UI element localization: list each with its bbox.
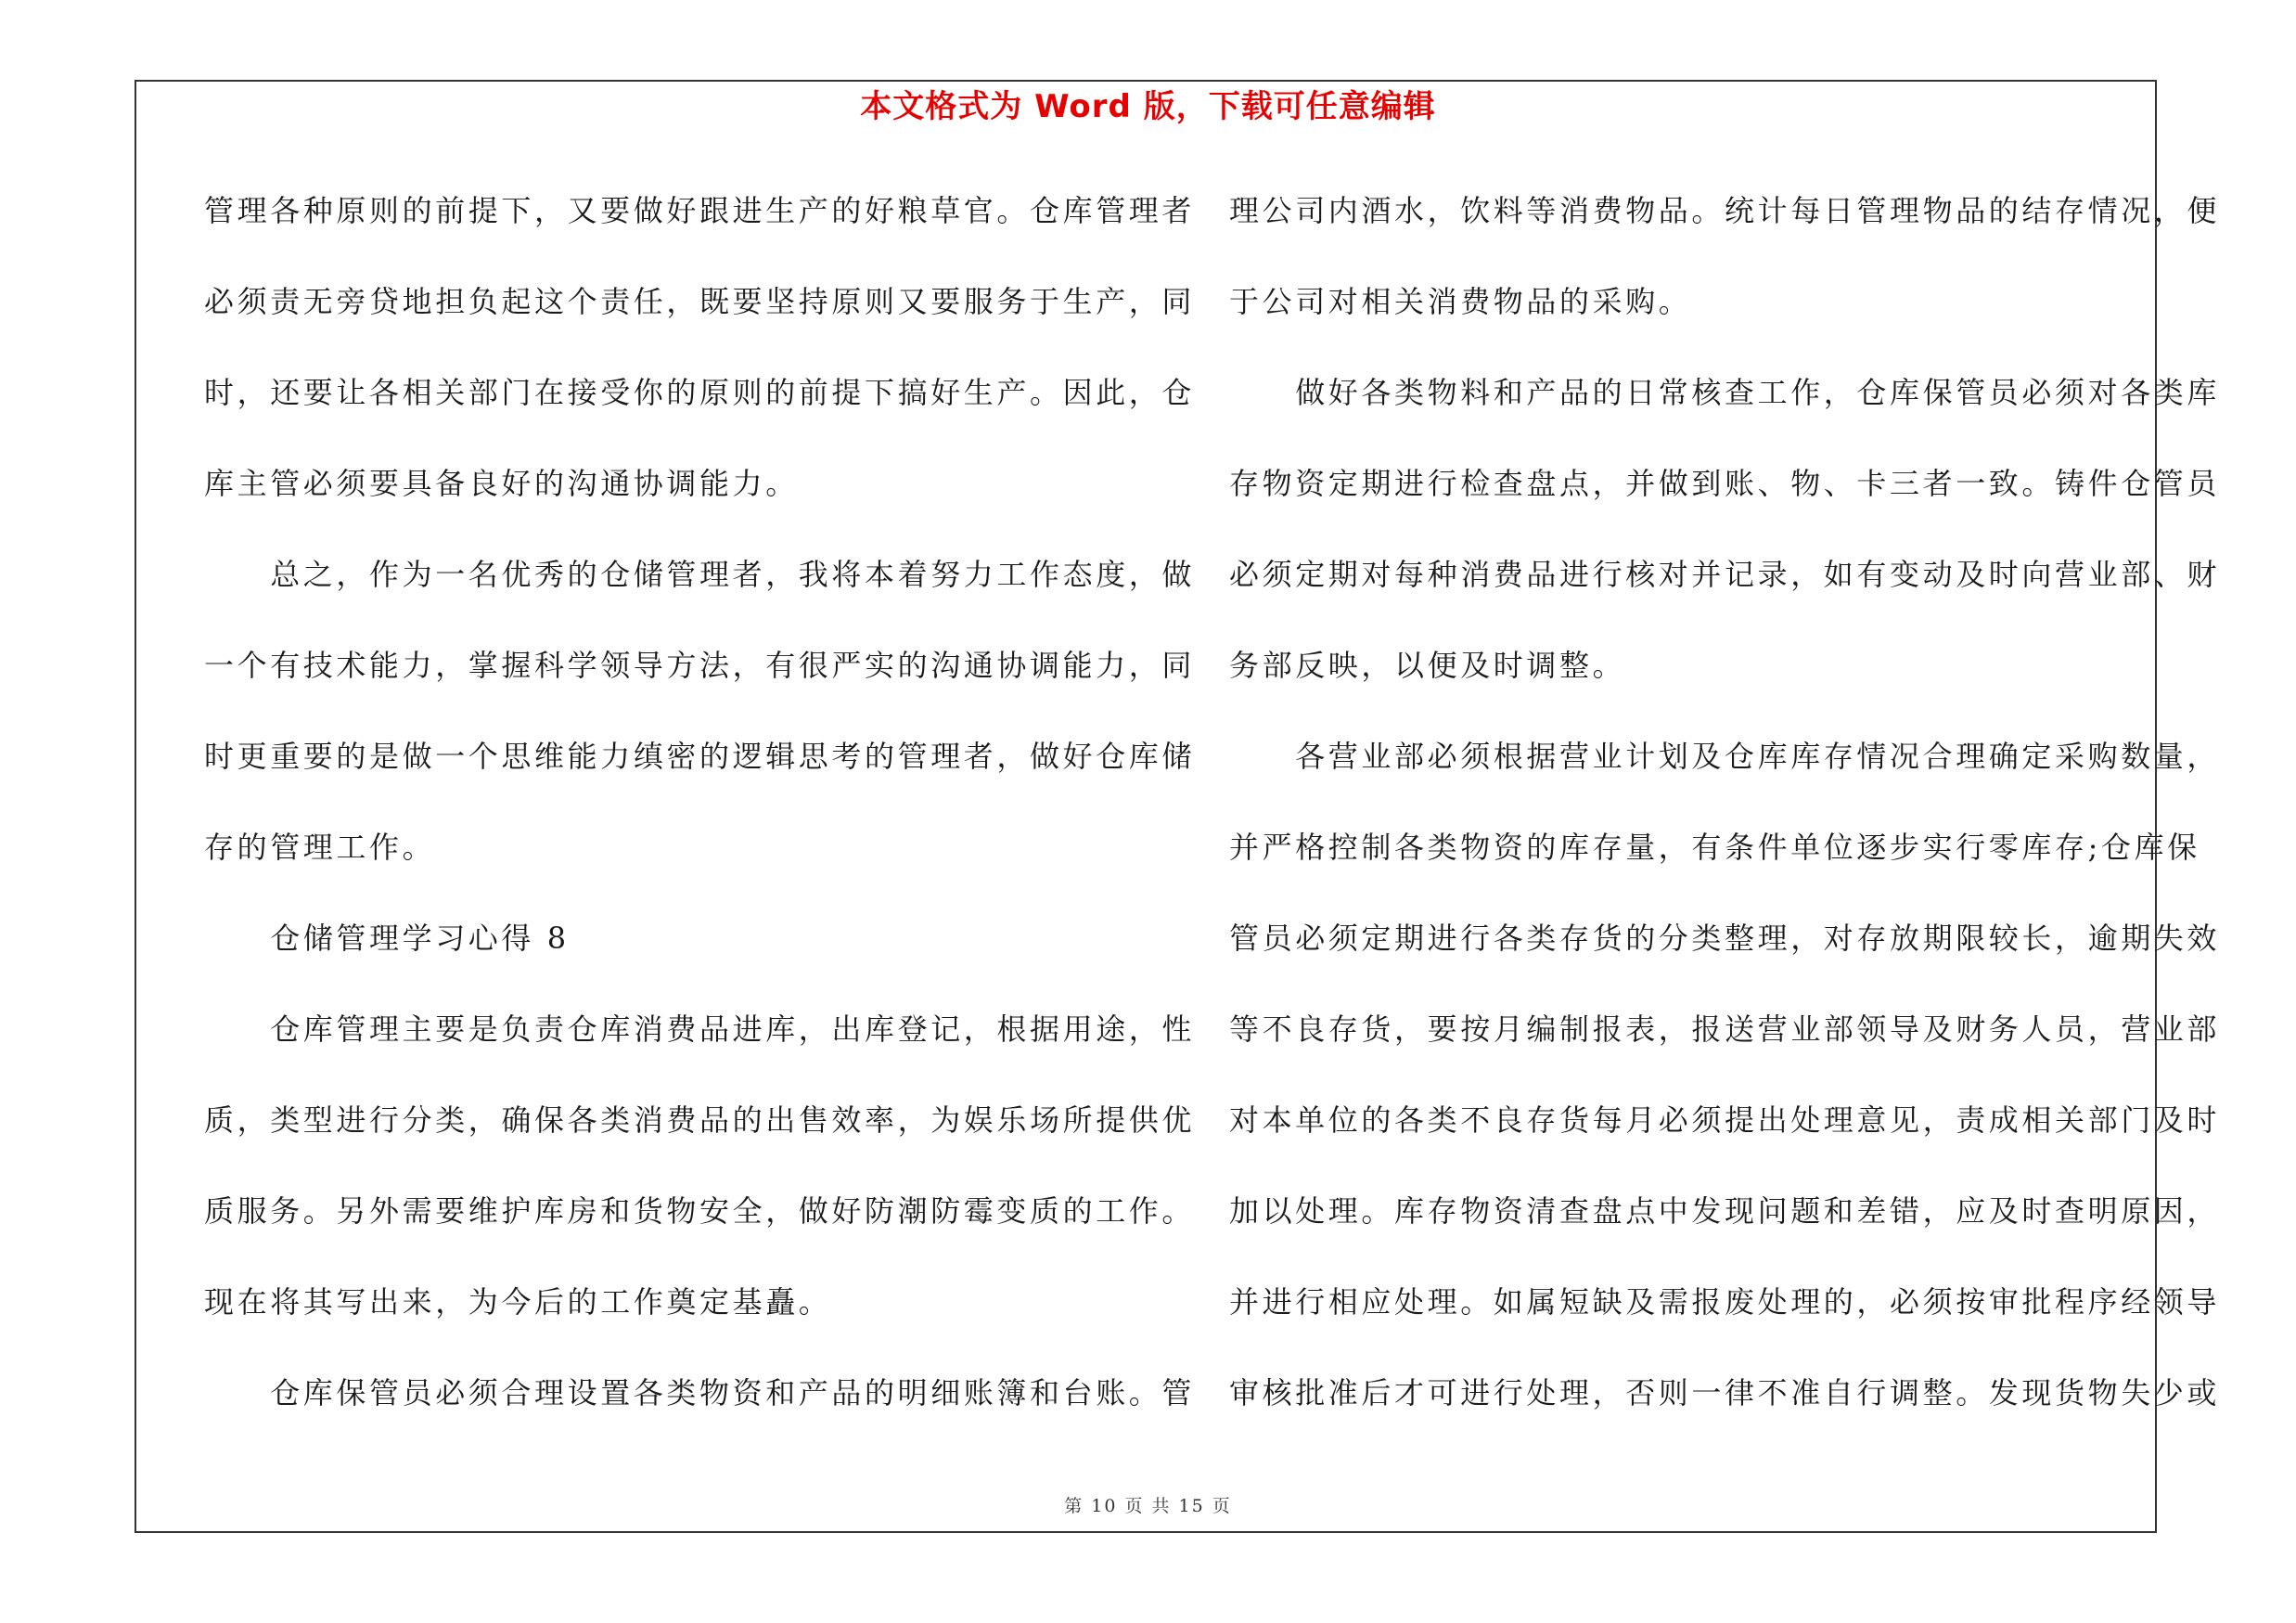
text-line: 时更重要的是做一个思维能力缜密的逻辑思考的管理者，做好仓库储 (204, 739, 1196, 774)
text-line: 仓库保管员必须合理设置各类物资和产品的明细账簿和台账。管 (204, 1375, 1196, 1410)
text-line: 管员必须定期进行各类存货的分类整理，对存放期限较长，逾期失效 (1229, 921, 2221, 956)
text-line: 对本单位的各类不良存货每月必须提出处理意见，责成相关部门及时 (1229, 1102, 2221, 1138)
text-line: 仓库管理主要是负责仓库消费品进库，出库登记，根据用途，性 (204, 1011, 1196, 1047)
text-line: 必须责无旁贷地担负起这个责任，既要坚持原则又要服务于生产，同 (204, 284, 1196, 319)
text-line: 做好各类物料和产品的日常核查工作，仓库保管员必须对各类库 (1229, 375, 2221, 410)
text-line: 并严格控制各类物资的库存量，有条件单位逐步实行零库存;仓库保 (1229, 830, 2200, 865)
text-line: 理公司内酒水，饮料等消费物品。统计每日管理物品的结存情况，便 (1229, 193, 2221, 228)
text-line: 审核批准后才可进行处理，否则一律不准自行调整。发现货物失少或 (1229, 1375, 2221, 1410)
word-format-banner: 本文格式为 Word 版，下载可任意编辑 (860, 88, 1436, 125)
text-line: 质服务。另外需要维护库房和货物安全，做好防潮防霉变质的工作。 (204, 1193, 1196, 1229)
text-line: 总之，作为一名优秀的仓储管理者，我将本着努力工作态度，做 (204, 557, 1196, 592)
text-line: 各营业部必须根据营业计划及仓库库存情况合理确定采购数量， (1229, 739, 2221, 774)
text-line: 一个有技术能力，掌握科学领导方法，有很严实的沟通协调能力，同 (204, 648, 1196, 683)
text-line: 存的管理工作。 (204, 830, 436, 865)
text-line: 等不良存货，要按月编制报表，报送营业部领导及财务人员，营业部 (1229, 1011, 2221, 1047)
left-text-column (204, 165, 1196, 1438)
text-line: 务部反映，以便及时调整。 (1229, 648, 1626, 683)
text-line: 库主管必须要具备良好的沟通协调能力。 (204, 466, 799, 501)
page-number: 第 10 页 共 15 页 (1064, 1496, 1232, 1516)
text-line: 质，类型进行分类，确保各类消费品的出售效率，为娱乐场所提供优 (204, 1102, 1196, 1138)
text-line: 加以处理。库存物资清查盘点中发现问题和差错，应及时查明原因， (1229, 1193, 2221, 1229)
text-line: 时，还要让各相关部门在接受你的原则的前提下搞好生产。因此，仓 (204, 375, 1196, 410)
text-line: 必须定期对每种消费品进行核对并记录，如有变动及时向营业部、财 (1229, 557, 2221, 592)
section-heading: 仓储管理学习心得 8 (204, 921, 570, 956)
text-line: 管理各种原则的前提下，又要做好跟进生产的好粮草官。仓库管理者 (204, 193, 1196, 228)
right-text-column (1229, 165, 2221, 1438)
text-line: 存物资定期进行检查盘点，并做到账、物、卡三者一致。铸件仓管员 (1229, 466, 2221, 501)
text-line: 并进行相应处理。如属短缺及需报废处理的，必须按审批程序经领导 (1229, 1284, 2221, 1320)
text-line: 现在将其写出来，为今后的工作奠定基矗。 (204, 1284, 832, 1320)
text-line: 于公司对相关消费物品的采购。 (1229, 284, 1692, 319)
